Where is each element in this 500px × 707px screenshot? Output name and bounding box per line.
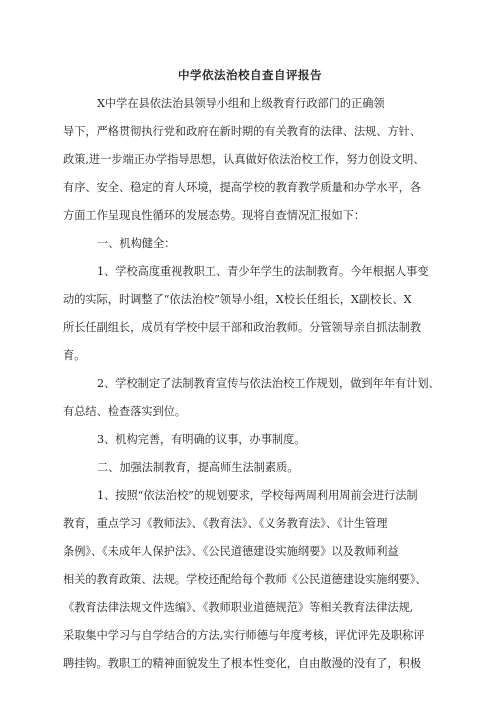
body-line: 有总结、检查落实到位。 bbox=[63, 405, 187, 418]
body-line: 1、按照“依法治校”的规划要求，学校每两周利用周前会进行法制 bbox=[97, 489, 418, 502]
body-line: 条例》、《未成年人保护法》、《公民道德建设实施纲要》以及教师利益 bbox=[63, 545, 399, 558]
page-title: 中学依法治校自查自评报告 bbox=[178, 68, 322, 82]
body-line: X中学在县依法治县领导小组和上级教育行政部门的正确领 bbox=[97, 97, 385, 110]
body-line: 动的实际，时调整了“依法治校”领导小组，X校长任组长，X副校长、X bbox=[63, 293, 412, 306]
body-line: 《教育法律法规文件选编》、《教师职业道德规范》等相关教育法律法规, bbox=[63, 601, 414, 614]
section-heading: 二、加强法制教育，提高师生法制素质。 bbox=[97, 461, 299, 474]
body-line: 政策,进一步端正办学指导思想，认真做好依法治校工作，努力创设文明、 bbox=[63, 153, 425, 166]
body-line: 聘挂钩。教职工的精神面貌发生了根本性变化，自由散漫的没有了，积极 bbox=[63, 657, 422, 670]
section-heading: 一、机构健全： bbox=[97, 237, 176, 250]
body-line: 导下，严格贯彻执行党和政府在新时期的有关教育的法律、法规、方针、 bbox=[63, 125, 422, 138]
body-line: 3、机构完善，有明确的议事，办事制度。 bbox=[97, 433, 306, 446]
body-line: 相关的教育政策、法规。学校还配给每个教师《公民道德建设实施纲要》、 bbox=[63, 573, 427, 586]
body-line: 有序、安全、稳定的育人环境，提高学校的教育教学质量和办学水平，各 bbox=[63, 181, 422, 194]
body-line: 教育，重点学习《教师法》、《教育法》、《义务教育法》、《计生管理 bbox=[63, 517, 388, 530]
body-line: 1、学校高度重视教职工、青少年学生的法制教育。今年根据人事变 bbox=[97, 265, 429, 278]
body-line: 育。 bbox=[63, 349, 86, 362]
body-line: 2、学校制定了法制教育宣传与依法治校工作规划，做到年年有计划、 bbox=[97, 377, 440, 390]
body-line: 采取集中学习与自学结合的方法,实行师德与年度考核，评优评先及职称评 bbox=[63, 629, 425, 642]
body-line: 方面工作呈现良性循环的发展态势。现将自查情况汇报如下： bbox=[63, 209, 366, 222]
body-line: 所长任副组长，成员有学校中层干部和政治教师。分管领导亲自抓法制教 bbox=[63, 321, 422, 334]
